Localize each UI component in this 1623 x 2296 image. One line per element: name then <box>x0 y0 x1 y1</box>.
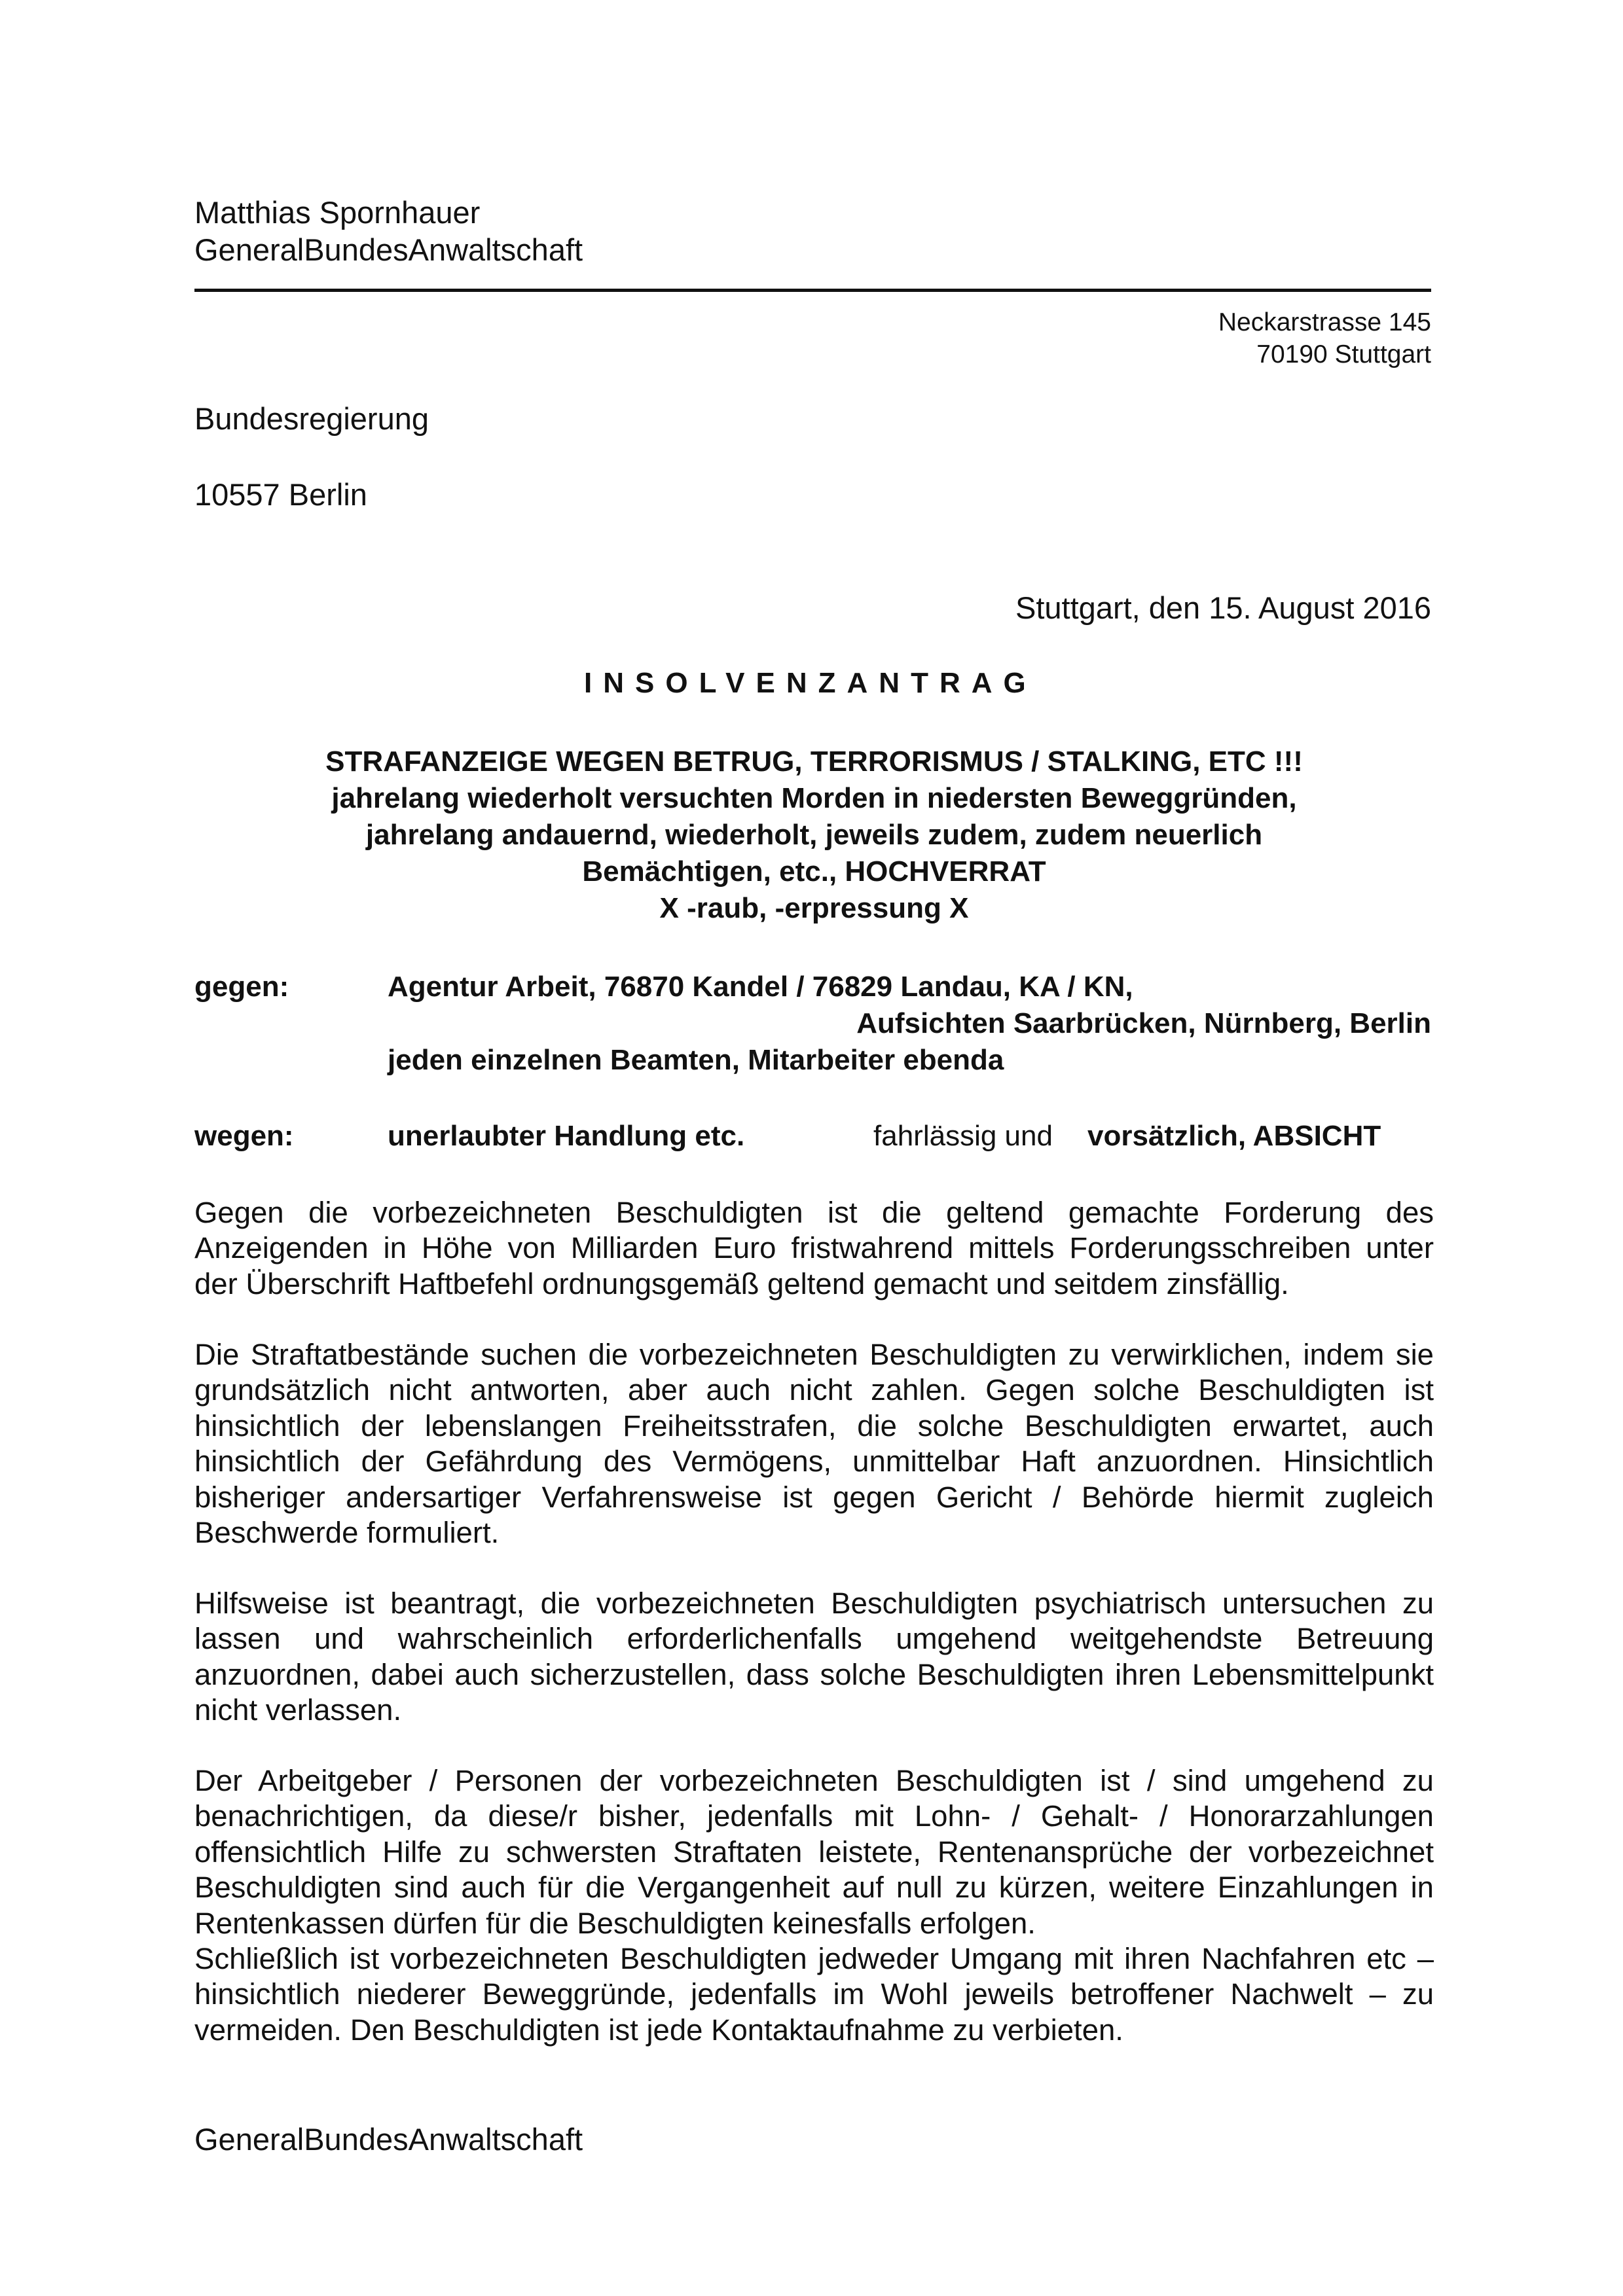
paragraph-line: Gegen die vorbezeichneten Beschuldigten ist die geltend gemachte Forderung des <box>194 1196 1434 1229</box>
against-line: Aufsichten Saarbrücken, Nürnberg, Berlin <box>856 1007 1431 1039</box>
recipient-city: 10557 Berlin <box>194 477 367 512</box>
recipient-name: Bundesregierung <box>194 401 429 436</box>
paragraph-line: offensichtlich Hilfe zu schwersten Straftaten leistete, Rentenansprüche der vorbezeichnet <box>194 1835 1434 1869</box>
subject-block <box>194 744 1434 927</box>
sender-city: 70190 Stuttgart <box>1256 340 1431 368</box>
paragraph-line: bisheriger andersartiger Verfahrensweise ist gegen Gericht / Behörde hiermit zugleich <box>194 1480 1434 1514</box>
paragraph-line: benachrichtigen, da diese/r bisher, jedenfalls mit Lohn- / Gehalt- / Honorarzahlungen <box>194 1799 1434 1833</box>
subject-line: Bemächtigen, etc., HOCHVERRAT <box>582 855 1046 888</box>
because-text: unerlaubter Handlung etc. <box>388 1120 745 1152</box>
body-paragraph <box>194 1337 1434 1551</box>
paragraph-line: Schließlich ist vorbezeichneten Beschuldigten jedweder Umgang mit ihren Nachfahren etc – <box>194 1941 1434 1975</box>
paragraph-line: Der Arbeitgeber / Personen der vorbezeichneten Beschuldigten ist / sind umgehend zu <box>194 1764 1434 1797</box>
body-paragraph <box>194 1586 1434 1729</box>
paragraph-line: Beschwerde formuliert. <box>194 1515 500 1549</box>
subject-line: STRAFANZEIGE WEGEN BETRUG, TERRORISMUS / STALKING, ETC !!! <box>325 745 1303 778</box>
sender-street: Neckarstrasse 145 <box>1218 308 1431 336</box>
paragraph-line: Rentenkassen dürfen für die Beschuldigten keinesfalls erfolgen. <box>194 1906 1036 1940</box>
body-paragraph <box>194 1763 1434 2048</box>
paragraph-line: Anzeigenden in Höhe von Milliarden Euro fristwahrend mittels Forderungsschreiben unter <box>194 1231 1434 1265</box>
paragraph-line: Beschuldigten sind auch für die Vergangenheit auf null zu kürzen, weitere Einzahlungen in <box>194 1871 1434 1905</box>
date-line: Stuttgart, den 15. August 2016 <box>1015 590 1431 625</box>
header-divider <box>194 289 1431 292</box>
because-end: vorsätzlich, ABSICHT <box>1087 1120 1381 1152</box>
paragraph-line: anzuordnen, dabei auch sicherzustellen, dass solche Beschuldigten ihren Lebensmittelpunkt <box>194 1657 1434 1691</box>
paragraph-line: hinsichtlich niederer Beweggründe, jedenfalls im Wohl jeweils betroffener Nachwelt – zu <box>194 1977 1434 2011</box>
paragraph-line: grundsätzlich nicht antworten, aber auch nicht zahlen. Gegen solche Beschuldigten ist <box>194 1373 1434 1407</box>
subject-line: jahrelang wiederholt versuchten Morden in niedersten Beweggründen, <box>331 782 1297 814</box>
because-mid: fahrlässig und <box>873 1120 1053 1152</box>
sender-name: Matthias Spornhauer <box>194 195 481 230</box>
paragraph-line: hinsichtlich der Gefährdung des Vermögens, unmittelbar Haft anzuordnen. Hinsichtlich <box>194 1444 1434 1479</box>
paragraph-line: nicht verlassen. <box>194 1693 402 1727</box>
sender-organization: GeneralBundesAnwaltschaft <box>194 232 583 267</box>
paragraph-line: hinsichtlich der lebenslangen Freiheitsstrafen, die solche Beschuldigten erwartet, auch <box>194 1408 1434 1443</box>
paragraph-line: der Überschrift Haftbefehl ordnungsgemäß geltend gemacht und seitdem zinsfällig. <box>194 1266 1289 1300</box>
signature: GeneralBundesAnwaltschaft <box>194 2122 583 2157</box>
paragraph-line: Hilfsweise ist beantragt, die vorbezeichneten Beschuldigten psychiatrisch untersuchen zu <box>194 1587 1434 1620</box>
body-paragraph <box>194 1195 1434 1302</box>
subject-line: X -raub, -erpressung X <box>659 892 969 924</box>
against-label: gegen: <box>194 971 289 1003</box>
against-line: Agentur Arbeit, 76870 Kandel / 76829 Landau, KA / KN, <box>388 971 1133 1003</box>
paragraph-line: lassen und wahrscheinlich erforderlichenfalls umgehend weitgehendste Betreuung <box>194 1622 1434 1656</box>
because-label: wegen: <box>194 1120 294 1152</box>
document-title: INSOLVENZANTRAG <box>584 667 1037 699</box>
paragraph-line: Die Straftatbestände suchen die vorbezeichneten Beschuldigten zu verwirklichen, indem sie <box>194 1338 1434 1371</box>
against-line: jeden einzelnen Beamten, Mitarbeiter ebenda <box>388 1044 1004 1076</box>
subject-line: jahrelang andauernd, wiederholt, jeweils zudem, zudem neuerlich <box>365 819 1263 851</box>
paragraph-line: vermeiden. Den Beschuldigten ist jede Kontaktaufnahme zu verbieten. <box>194 2013 1123 2047</box>
